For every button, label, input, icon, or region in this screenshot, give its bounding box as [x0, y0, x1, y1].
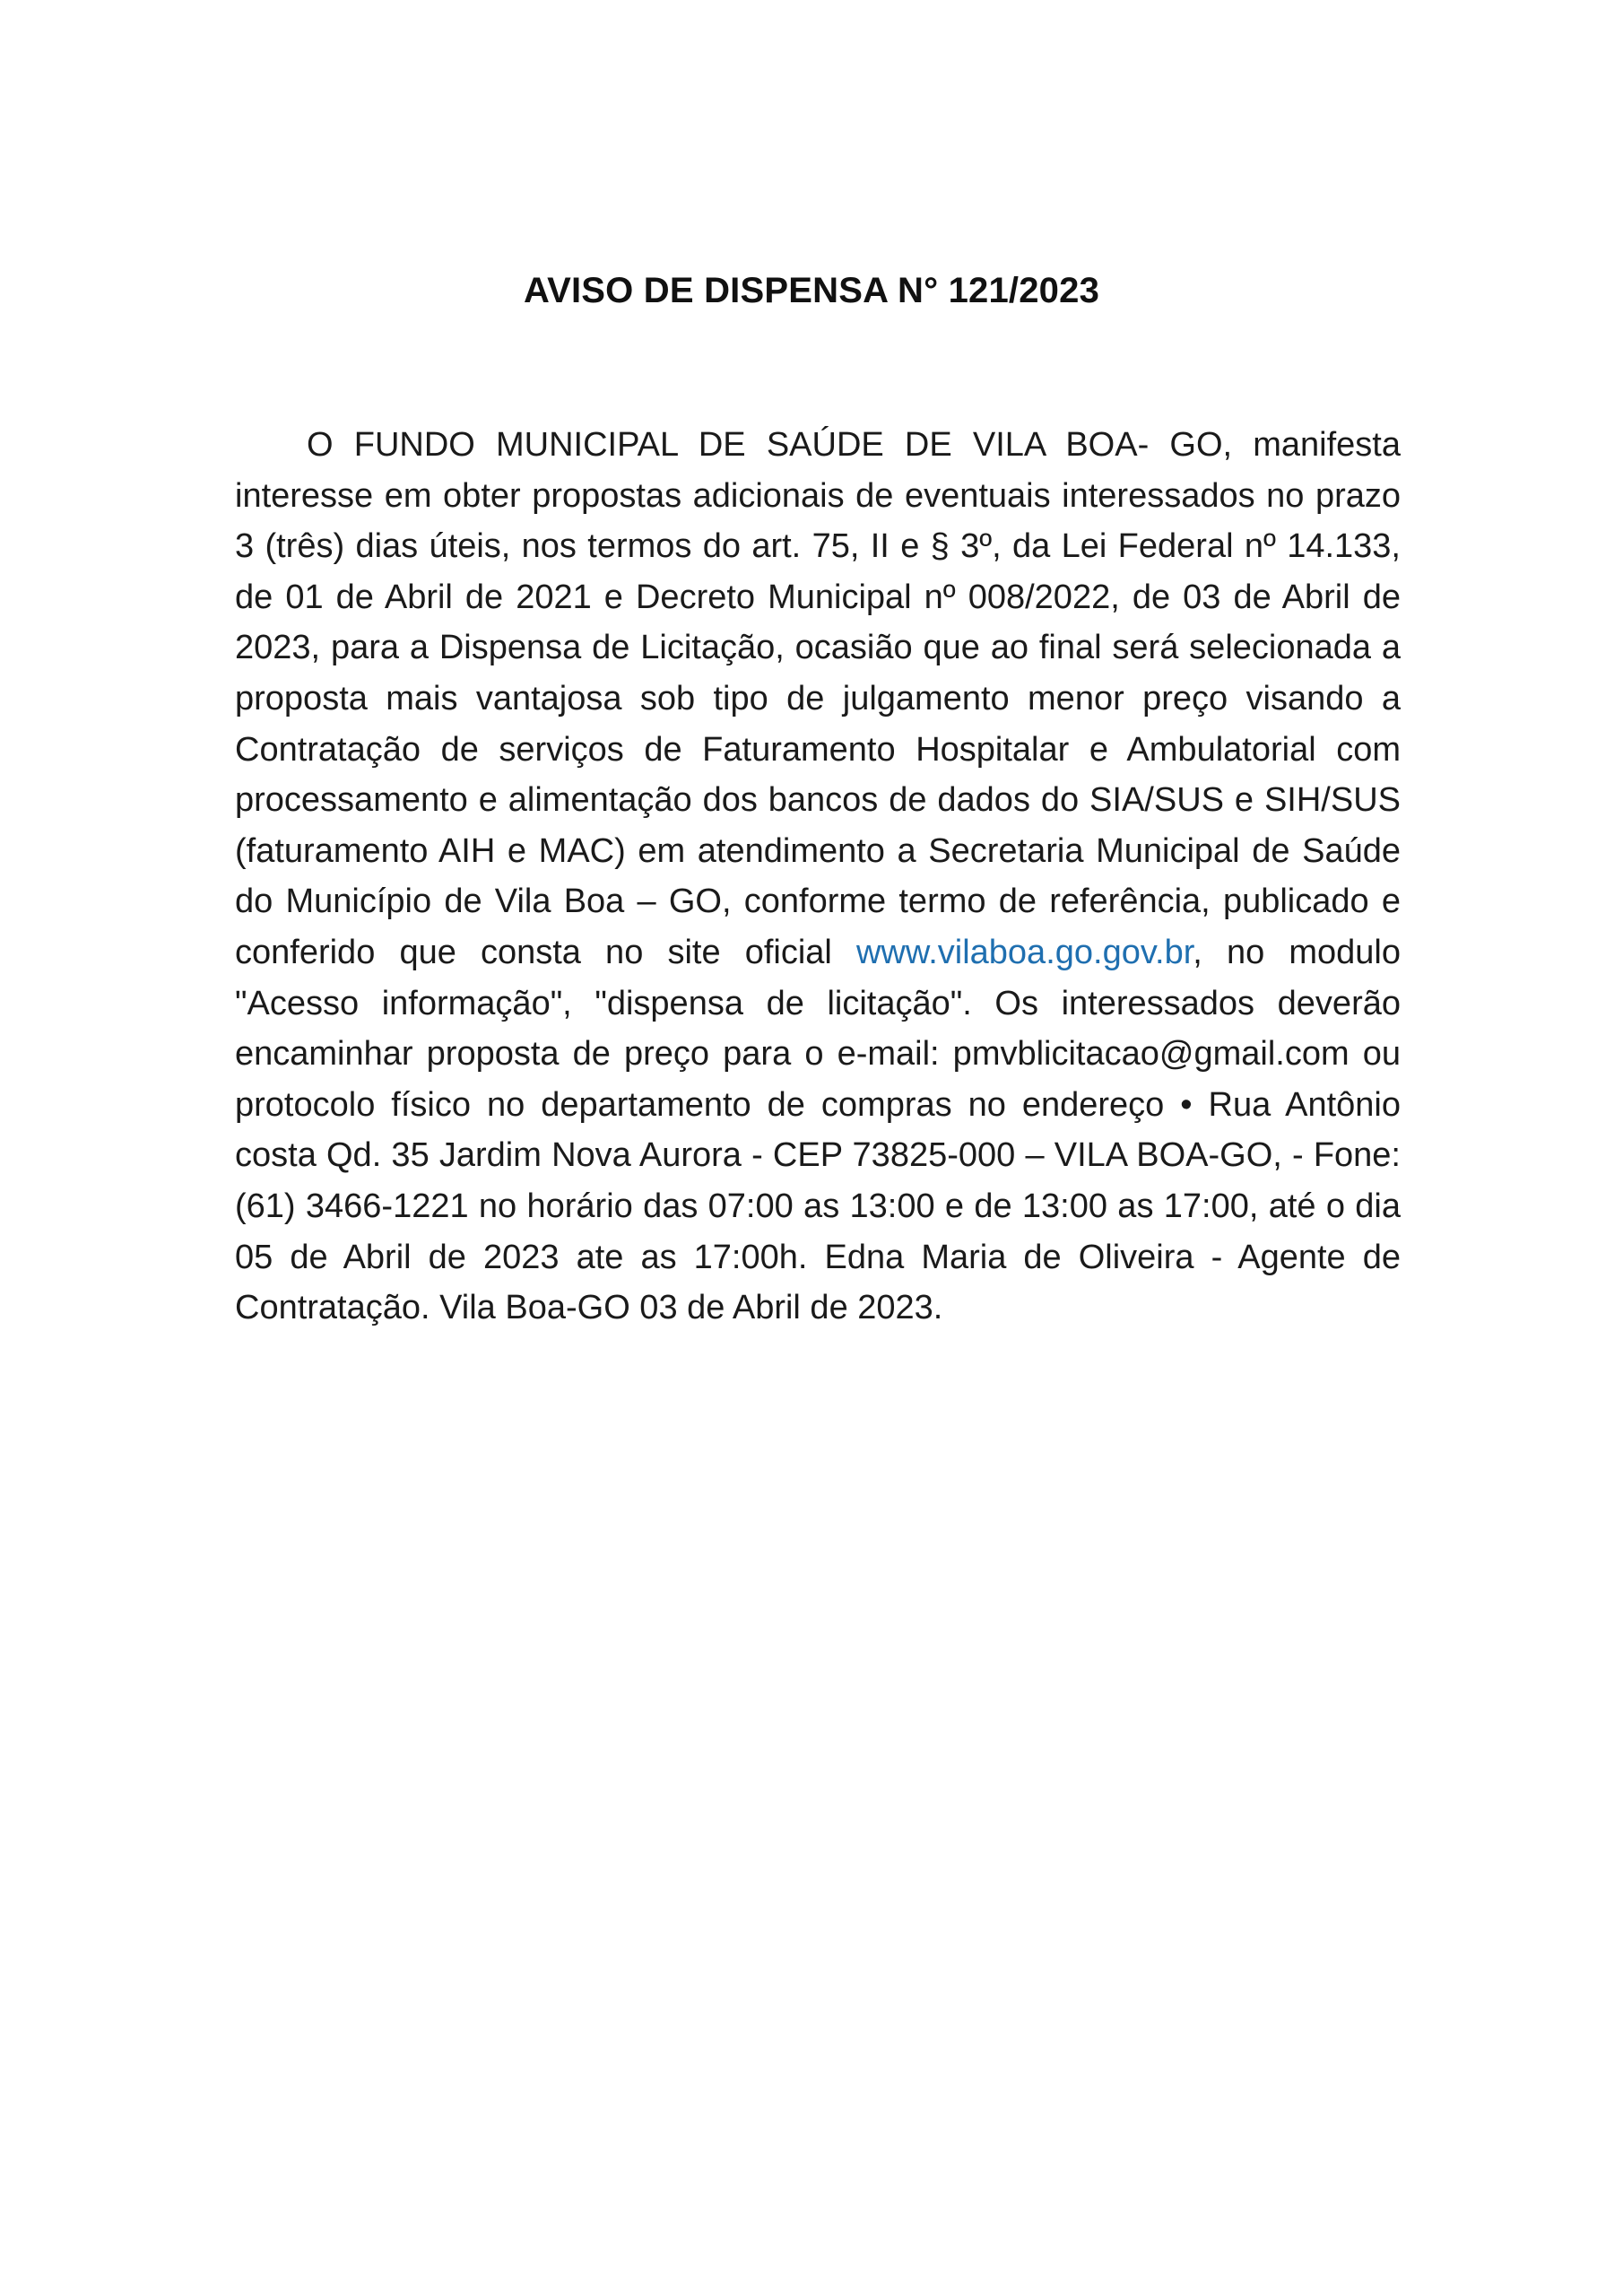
document-body — [235, 420, 1401, 1334]
body-text-after-link: , no modulo "Acesso informação", "dispensa de licitação". Os interessados deverão encaminhar proposta de preço para o e-mail: pmvblicitacao@gmail.com ou protocolo físico no departamento de compras no endereço • Rua Antônio costa Qd. 35 Jardim Nova Aurora - CEP 73825-000 – VILA BOA-GO, - Fone: (61) 3466-1221 no horário das 07:00 as 13:00 e de 13:00 as 17:00, até o dia 05 de Abril de 2023 ate as 17:00h. Edna Maria de Oliveira - Agente de Contratação. Vila Boa-GO 03 de Abril de 2023. — [235, 933, 1401, 1327]
body-text-before-link: O FUNDO MUNICIPAL DE SAÚDE DE VILA BOA- GO, manifesta interesse em obter propostas adicionais de eventuais interessados no prazo 3 (três) dias úteis, nos termos do art. 75, II e § 3º, da Lei Federal nº 14.133, de 01 de Abril de 2021 e Decreto Municipal nº 008/2022, de 03 de Abril de 2023, para a Dispensa de Licitação, ocasião que ao final será selecionada a proposta mais vantajosa sob tipo de julgamento menor preço visando a Contratação de serviços de Faturamento Hospitalar e Ambulatorial com processamento e alimentação dos bancos de dados do SIA/SUS e SIH/SUS (faturamento AIH e MAC) em atendimento a Secretaria Municipal de Saúde do Município de Vila Boa – GO, conforme termo de referência, publicado e conferido que consta no site oficial — [235, 426, 1401, 971]
document-title: AVISO DE DISPENSA N° 121/2023 — [523, 271, 1100, 310]
website-link[interactable]: www.vilaboa.go.gov.br — [855, 933, 1193, 971]
